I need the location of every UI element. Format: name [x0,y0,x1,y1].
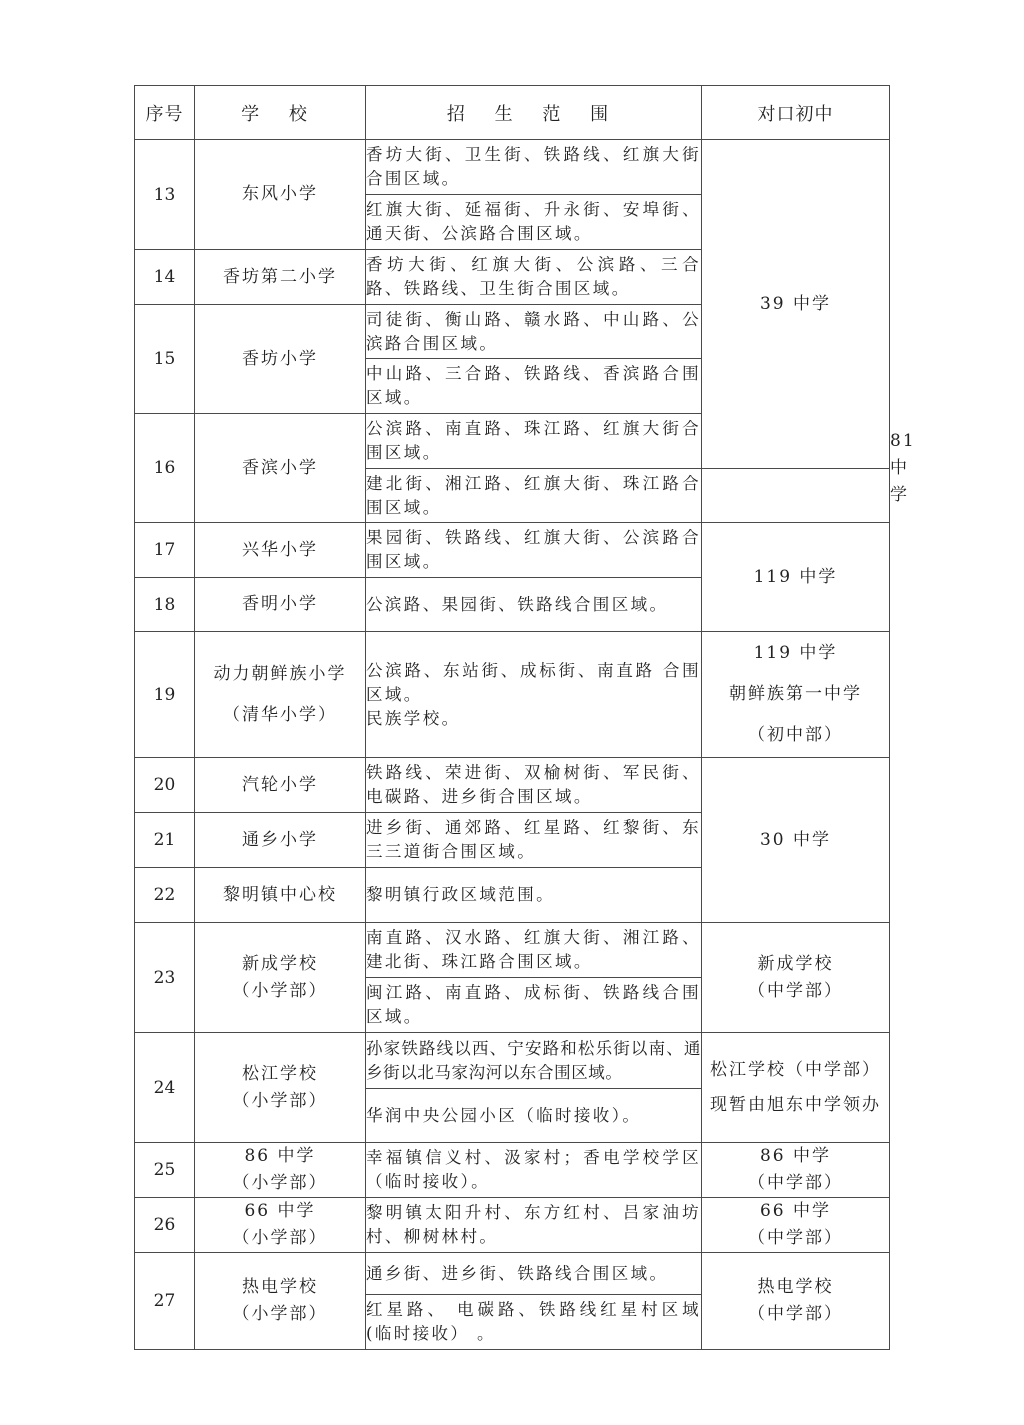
school-section: （小学部） [232,1173,328,1193]
target-line: （中学部） [748,1173,843,1193]
school-name [195,1253,366,1350]
header-range: 招 生 范 围 [366,86,702,140]
row-number: 16 [135,414,195,523]
row-number: 20 [135,758,195,813]
enrollment-range: 果园街、铁路线、红旗大街、公滨路合围区域。 [366,523,702,578]
school-name [195,1198,366,1253]
target-middle-school [702,632,890,758]
school-name: 香明小学 [195,578,366,632]
enrollment-range: 司徒街、衡山路、赣水路、中山路、公滨路合围区域。 [366,305,702,359]
school-name [195,1143,366,1198]
table-row: 16 香滨小学 公滨路、南直路、珠江路、红旗大街合围区域。 81 中学 [135,414,890,469]
school-name [195,632,366,758]
row-number: 21 [135,813,195,868]
range-line: 公滨路、东站街、成标街、南直路 合围区域。 [366,660,701,704]
enrollment-range: 公滨路、南直路、珠江路、红旗大街合围区域。 [366,414,702,469]
table-row [135,632,890,758]
enrollment-range: 香坊大街、卫生街、铁路线、红旗大街合围区域。 [366,140,702,195]
enrollment-range: 建北街、湘江路、红旗大街、珠江路合围区域。 [366,469,702,523]
enrollment-range: 通乡街、进乡街、铁路线合围区域。 [366,1253,702,1295]
target-middle-school [702,1143,890,1198]
school-alias: （清华小学） [223,704,337,725]
table-row [135,1033,890,1089]
target-line: （中学部） [748,1304,843,1324]
row-number: 24 [135,1033,195,1143]
target-line: 86 中学 [759,1146,832,1166]
row-number: 14 [135,250,195,305]
target-middle-school: 119 中学 [702,523,890,632]
target-middle-school [702,1253,890,1350]
target-middle-school [702,1033,890,1143]
school-name [195,923,366,1033]
target-line: 119 中学 [753,643,838,663]
enrollment-range: 南直路、汉水路、红旗大街、湘江路、建北街、珠江路合围区域。 [366,923,702,978]
row-number: 13 [135,140,195,250]
target-line: （中学部） [748,1228,843,1248]
row-number: 15 [135,305,195,414]
school-name-line: 热电学校 [242,1277,318,1297]
table-row [135,140,890,195]
school-name-line: 动力朝鲜族小学 [213,663,347,684]
enrollment-range: 红星路、 电碳路、铁路线红星村区域(临时接收） 。 [366,1295,702,1350]
enrollment-range: 黎明镇太阳升村、东方红村、吕家油坊村、柳树林村。 [366,1198,702,1253]
range-line: 民族学校。 [366,708,461,728]
header-seq: 序号 [135,86,195,140]
school-name: 东风小学 [195,140,366,250]
row-number: 19 [135,632,195,758]
table-row [135,1143,890,1198]
row-number: 25 [135,1143,195,1198]
enrollment-range: 孙家铁路线以西、宁安路和松乐街以南、通乡街以北马家沟河以东合围区域。 [366,1033,702,1089]
table-row [135,1198,890,1253]
target-line: 新成学校 [757,953,834,974]
target-line: 热电学校 [757,1277,834,1297]
table-header-row [135,86,890,140]
enrollment-range [366,632,702,758]
school-section: （小学部） [232,1228,328,1248]
target-line: 66 中学 [759,1201,832,1221]
target-line: 现暂由旭东中学领办 [710,1094,881,1115]
target-line: （初中部） [748,725,843,745]
school-name [195,1033,366,1143]
enrollment-range: 进乡街、通郊路、红星路、红黎街、东三三道街合围区域。 [366,813,702,868]
enrollment-range: 红旗大街、延福街、升永街、安埠街、通天街、公滨路合围区域。 [366,195,702,250]
school-name: 香坊小学 [195,305,366,414]
target-middle-school: 39 中学 [702,140,890,469]
row-number: 23 [135,923,195,1033]
enrollment-table [134,85,916,1350]
school-section: （小学部） [232,1090,328,1111]
school-name: 通乡小学 [195,813,366,868]
school-section: （小学部） [232,980,328,1001]
school-name-line: 66 中学 [244,1201,316,1221]
header-target: 对口初中 [702,86,890,140]
enrollment-range: 华润中央公园小区（临时接收）。 [366,1089,702,1143]
enrollment-range: 铁路线、荣进街、双榆树街、军民街、 电碳路、进乡街合围区域。 [366,758,702,813]
school-name: 香滨小学 [195,414,366,523]
target-line: （中学部） [748,980,843,1001]
enrollment-range: 香坊大街、红旗大街、公滨路、三合路、铁路线、卫生街合围区域。 [366,250,702,305]
school-name-line: 松江学校 [242,1063,318,1084]
target-middle-school [702,923,890,1033]
enrollment-range: 幸福镇信义村、汲家村；香电学校学区（临时接收）。 [366,1143,702,1198]
row-number: 18 [135,578,195,632]
row-number: 27 [135,1253,195,1350]
header-school: 学 校 [195,86,366,140]
table-row [135,758,890,813]
row-number: 26 [135,1198,195,1253]
row-number: 22 [135,868,195,923]
target-middle-school: 30 中学 [702,758,890,923]
table-row [135,1253,890,1295]
enrollment-range: 公滨路、果园街、铁路线合围区域。 [366,578,702,632]
table-row [135,523,890,578]
row-number: 17 [135,523,195,578]
target-middle-school [702,1198,890,1253]
target-line: 松江学校（中学部） [710,1059,881,1080]
target-line: 朝鲜族第一中学 [729,684,862,704]
school-name: 香坊第二小学 [195,250,366,305]
table-row [135,923,890,978]
school-name: 汽轮小学 [195,758,366,813]
enrollment-range: 中山路、三合路、铁路线、香滨路合围区域。 [366,359,702,414]
school-section: （小学部） [232,1304,328,1324]
school-name: 黎明镇中心校 [195,868,366,923]
enrollment-range: 闽江路、南直路、成标街、铁路线合围区域。 [366,978,702,1033]
school-name: 兴华小学 [195,523,366,578]
school-name-line: 新成学校 [242,953,318,974]
school-name-line: 86 中学 [244,1146,316,1166]
enrollment-range: 黎明镇行政区域范围。 [366,868,702,923]
